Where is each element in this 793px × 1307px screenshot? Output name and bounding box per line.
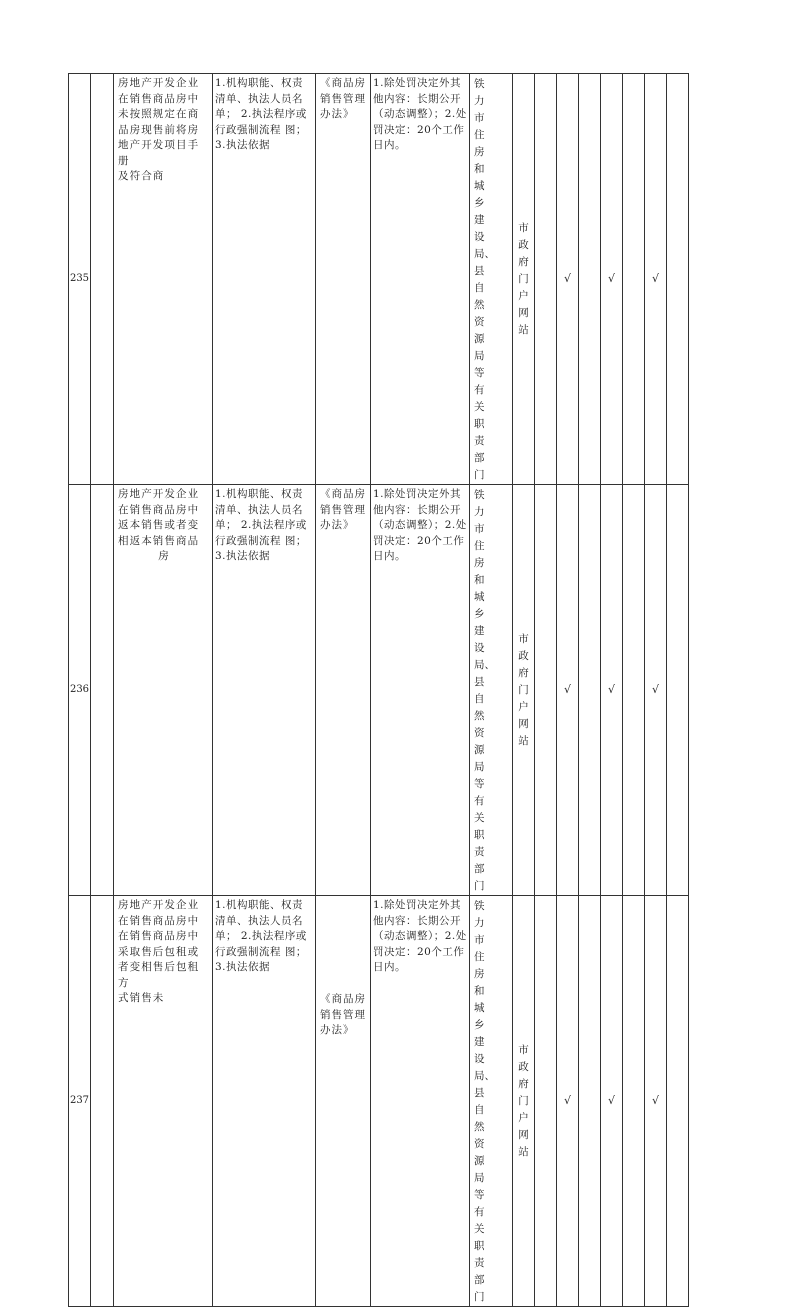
item-text-tail: 房	[158, 550, 170, 562]
subject-cell	[470, 485, 513, 896]
item-text: 房地产开发企业在销售商品房中返本销售或者变相返本销售商品	[118, 488, 200, 547]
blank-cell	[535, 485, 557, 896]
check-icon: √	[607, 271, 615, 285]
channel-cell	[513, 896, 535, 1307]
basis-cell: 1.机构职能、权责清单、执法人员名单； 2.执法程序或行政强制流程 图； 3.执法依据	[213, 896, 316, 1307]
check-icon: √	[607, 682, 615, 696]
law-cell: 《商品房销售管理办法》	[316, 485, 371, 896]
blank-cell	[623, 485, 645, 896]
check-mark	[557, 74, 579, 485]
basis-cell: 1.机构职能、权责清单、执法人员名单； 2.执法程序或行政强制流程 图； 3.执法依据	[213, 485, 316, 896]
blank-cell	[667, 485, 689, 896]
item-text: 房地产开发企业在销售商品房中在销售商品房中采取售后包租或者变相售后包租方	[118, 899, 200, 989]
table-row	[69, 74, 689, 485]
check-mark	[645, 485, 667, 896]
blank-cell	[579, 74, 601, 485]
check-mark	[557, 485, 579, 896]
check-mark	[601, 74, 623, 485]
check-mark	[601, 896, 623, 1307]
subject-text: 铁力市住房和城乡建设局、县自然资源局等有关职责部门	[474, 900, 495, 1303]
item-cell	[114, 74, 213, 485]
check-mark	[557, 896, 579, 1307]
item-cell	[114, 896, 213, 1307]
row-number: 237	[69, 896, 91, 1307]
item-cell	[114, 485, 213, 896]
time-cell: 1.除处罚决定外其他内容：长期公开（动态调整）；2.处罚决定：20个工作日内。	[371, 74, 470, 485]
subject-cell	[470, 896, 513, 1307]
basis-cell: 1.机构职能、权责清单、执法人员名单； 2.执法程序或行政强制流程 图； 3.执法依据	[213, 74, 316, 485]
item-text-tail: 式销售未	[118, 992, 165, 1004]
channel-text: 市政府门户网站	[518, 221, 529, 336]
channel-cell	[513, 74, 535, 485]
check-icon: √	[563, 271, 571, 285]
law-text: 《商品房销售管理办法》	[320, 993, 366, 1036]
check-icon: √	[651, 682, 659, 696]
check-mark	[645, 896, 667, 1307]
subject-text: 铁力市住房和城乡建设局、县自然资源局等有关职责部门	[474, 489, 495, 892]
check-icon: √	[651, 271, 659, 285]
table-row	[69, 485, 689, 896]
blank-cell	[91, 485, 114, 896]
row-number: 236	[69, 485, 91, 896]
check-icon: √	[651, 1093, 659, 1107]
law-cell: 《商品房销售管理办法》	[316, 74, 371, 485]
check-mark	[645, 74, 667, 485]
blank-cell	[535, 896, 557, 1307]
blank-cell	[91, 74, 114, 485]
blank-cell	[535, 74, 557, 485]
blank-cell	[623, 896, 645, 1307]
table-row	[69, 896, 689, 1307]
channel-cell	[513, 485, 535, 896]
subject-text: 铁力市住房和城乡建设局、县自然资源局等有关职责部门	[474, 78, 495, 481]
channel-text: 市政府门户网站	[518, 1043, 529, 1158]
channel-text: 市政府门户网站	[518, 632, 529, 747]
check-mark	[601, 485, 623, 896]
blank-cell	[667, 74, 689, 485]
time-cell: 1.除处罚决定外其他内容：长期公开（动态调整）；2.处罚决定：20个工作日内。	[371, 896, 470, 1307]
subject-cell	[470, 74, 513, 485]
check-icon: √	[607, 1093, 615, 1107]
blank-cell	[667, 896, 689, 1307]
row-number: 235	[69, 74, 91, 485]
blank-cell	[579, 896, 601, 1307]
item-text-tail: 及符合商	[118, 170, 165, 182]
check-icon: √	[563, 682, 571, 696]
blank-cell	[91, 896, 114, 1307]
blank-cell	[579, 485, 601, 896]
check-icon: √	[563, 1093, 571, 1107]
blank-cell	[623, 74, 645, 485]
item-text: 房地产开发企业在销售商品房中未按照规定在商品房现售前将房地产开发项目手册	[118, 77, 200, 167]
time-cell: 1.除处罚决定外其他内容：长期公开（动态调整）；2.处罚决定：20个工作日内。	[371, 485, 470, 896]
law-cell	[316, 896, 371, 1307]
